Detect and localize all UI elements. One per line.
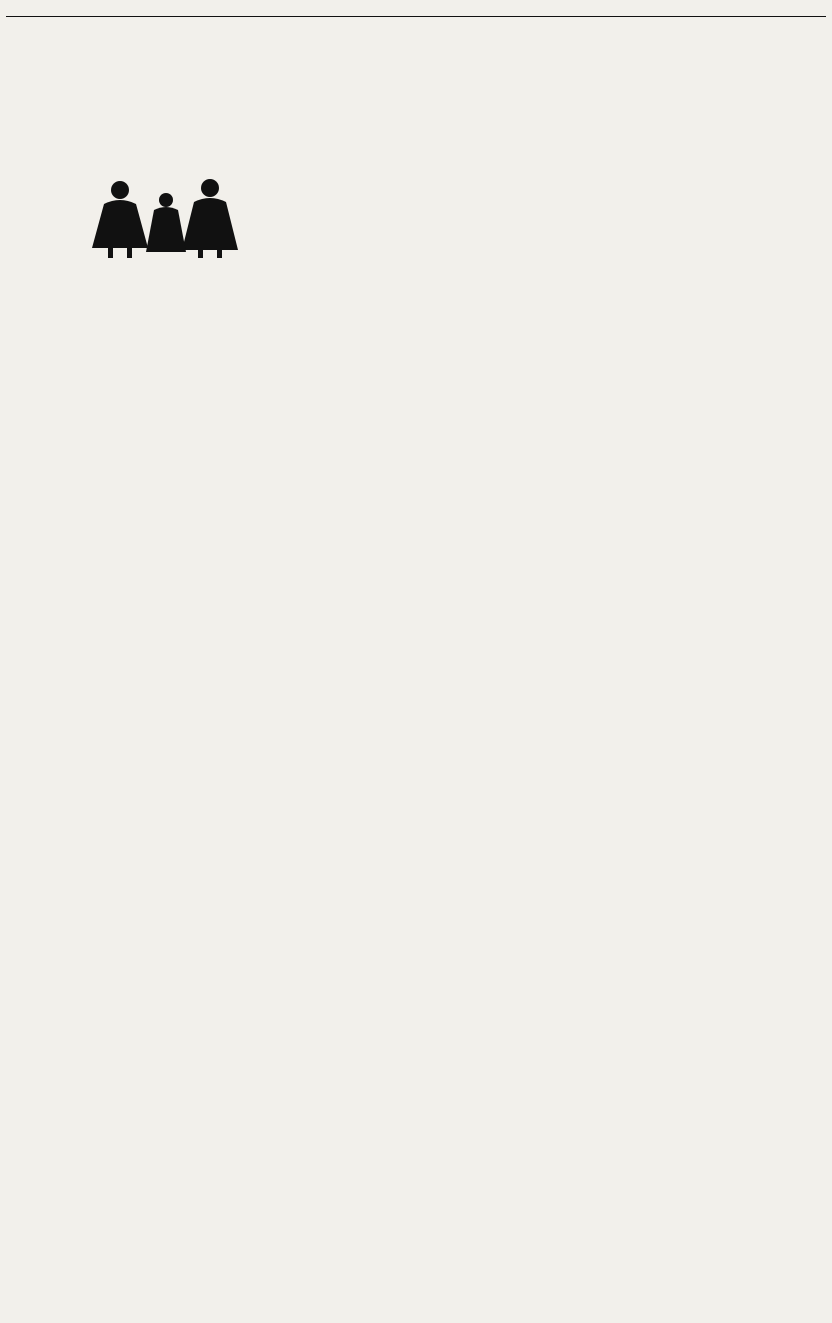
- help-wanted-section: [6, 259, 826, 1321]
- employment-banner: [90, 178, 832, 258]
- figures-illustration: [90, 178, 265, 258]
- page-header: [6, 2, 826, 17]
- living-quarters-section: [6, 18, 826, 178]
